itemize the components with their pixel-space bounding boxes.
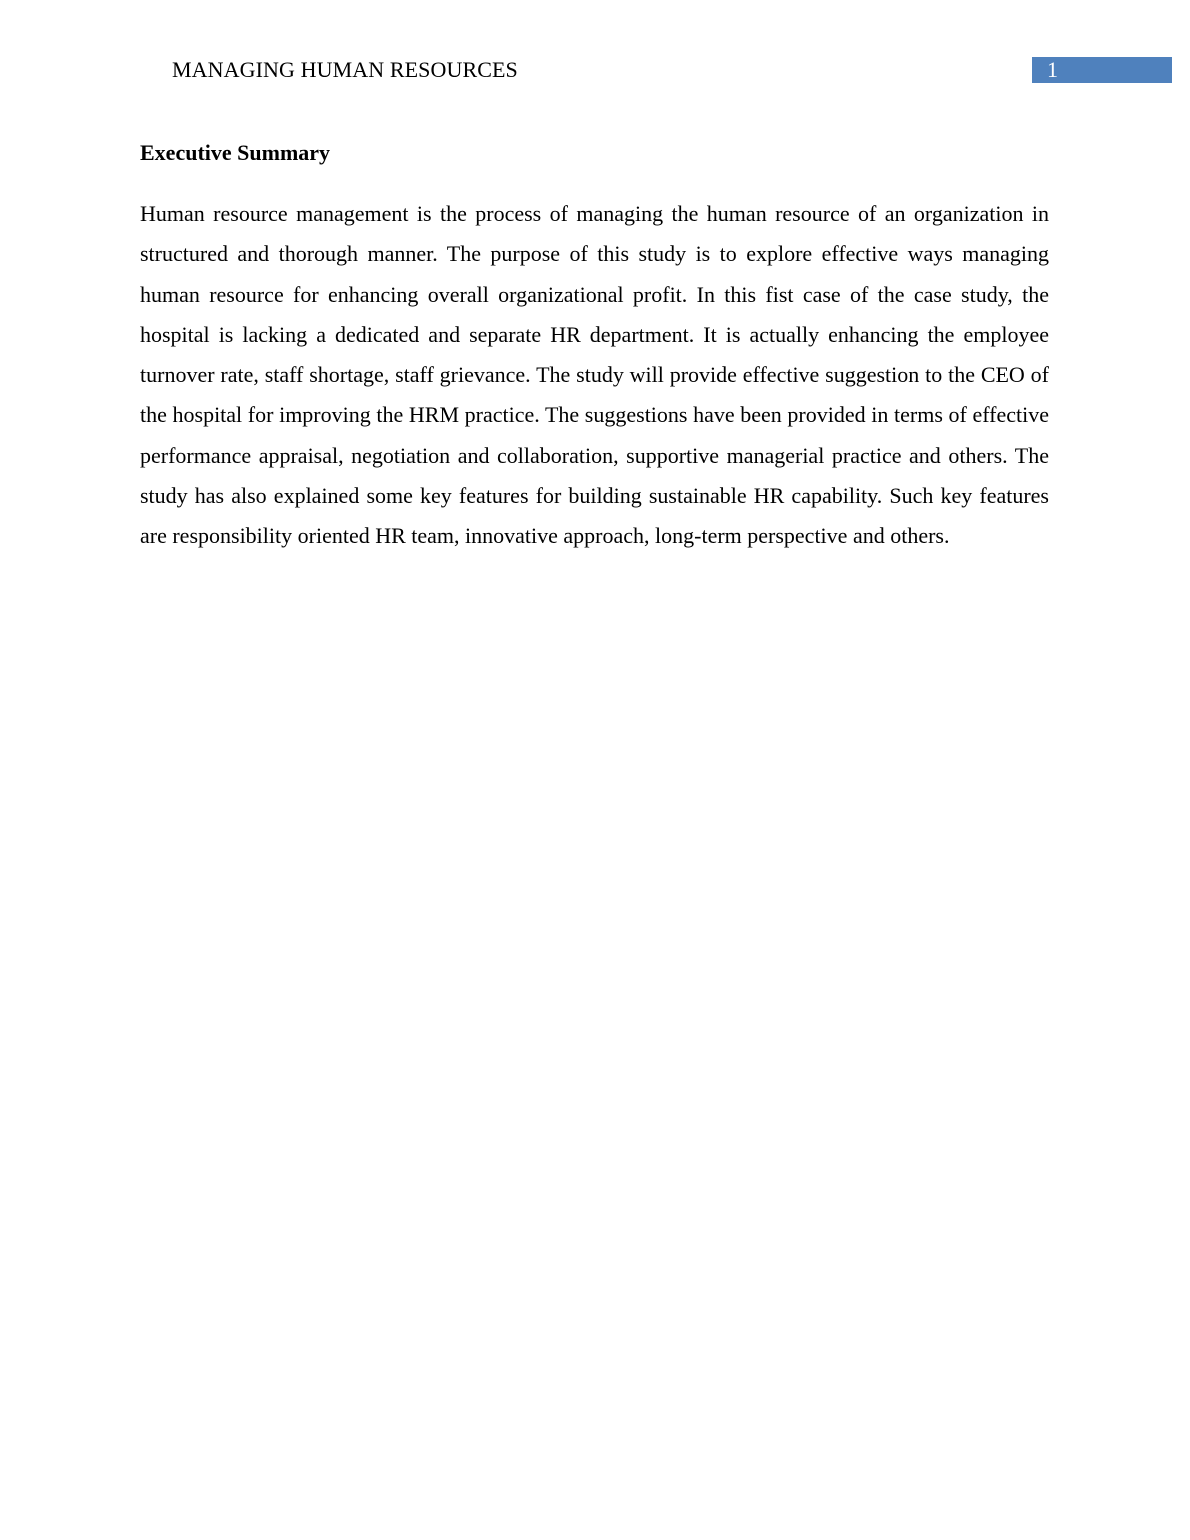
running-head: MANAGING HUMAN RESOURCES <box>172 57 518 82</box>
executive-summary-paragraph: Human resource management is the process of managing the human resource of an organization in structured and thorough manner. The purpose of this study is to explore effective ways managing human resource for enhancing overall organizational profit. In this fist case of the case study, the hospital is lacking a dedicated and separate HR department. It is actually enhancing the employee turnover rate, staff shortage, staff grievance. The study will provide effective suggestion to the CEO of the hospital for improving the HRM practice. The suggestions have been provided in terms of effective performance appraisal, negotiation and collaboration, supportive managerial practice and others. The study has also explained some key features for building sustainable HR capability. Such key features are responsibility oriented HR team, innovative approach, long-term perspective and others. <box>140 201 1049 549</box>
page-number-box <box>1032 57 1172 83</box>
page-number: 1 <box>1047 57 1058 82</box>
section-heading: Executive Summary <box>140 140 331 165</box>
